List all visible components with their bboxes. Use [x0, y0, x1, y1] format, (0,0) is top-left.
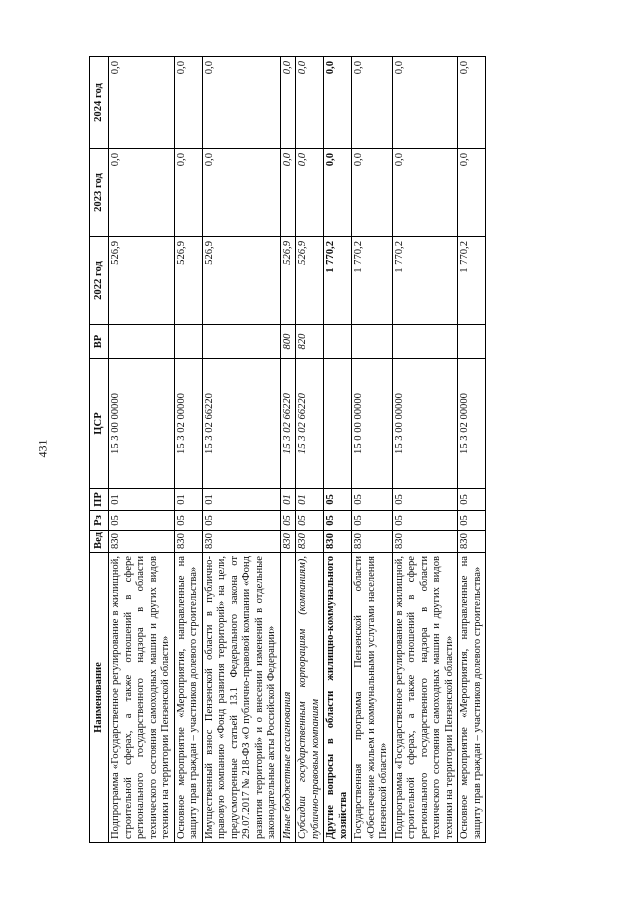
- cell-2022: 1 770,2: [352, 237, 393, 325]
- cell-rz: 05: [458, 511, 486, 531]
- cell-name: Основное мероприятие «Мероприятия, направленные на защиту прав граждан – участников долевого строительства»: [174, 553, 202, 843]
- table-row: [392, 57, 458, 843]
- cell-2022: 526,9: [174, 237, 202, 325]
- cell-2023: 0,0: [458, 149, 486, 237]
- cell-pr: 01: [109, 489, 175, 511]
- header-csr: ЦСР: [90, 359, 109, 489]
- header-2023: 2023 год: [90, 149, 109, 237]
- cell-name: Субсидии государственным корпорациям (компаниям), публично-правовым компаниям: [296, 553, 324, 843]
- cell-rz: 05: [174, 511, 202, 531]
- cell-2024: 0,0: [109, 57, 175, 149]
- cell-vr: [458, 325, 486, 359]
- cell-rz: 05: [202, 511, 280, 531]
- cell-2023: 0,0: [324, 149, 352, 237]
- cell-rz: 05: [324, 511, 352, 531]
- cell-name: Подпрограмма «Государственное регулирование в жилищной, строительной сферах, а также отношений в сфере регионального государственного надзора в области технического состояния самоходных машин и других видов техники на территории Пензенской области»: [392, 553, 458, 843]
- table-row: [174, 57, 202, 843]
- cell-vr: 820: [296, 325, 324, 359]
- cell-pr: 05: [352, 489, 393, 511]
- cell-2024: 0,0: [324, 57, 352, 149]
- page-number: 431: [35, 439, 50, 458]
- cell-name: Имущественный взнос Пензенской области в публично-правовую компанию «Фонд развития территорий» на цели, предусмотренные статьей 13.1 Федерального закона от 29.07.2017 № 218-ФЗ «О публично-правовой компании «Фонд развития территорий» и о внесении изменений в отдельные законодательные акты Российской Федерации»: [202, 553, 280, 843]
- cell-2022: 1 770,2: [324, 237, 352, 325]
- cell-pr: 01: [174, 489, 202, 511]
- cell-2023: 0,0: [174, 149, 202, 237]
- cell-ved: 830: [352, 531, 393, 553]
- cell-csr: 15 3 02 00000: [458, 359, 486, 489]
- cell-vr: [324, 325, 352, 359]
- table-row: [109, 57, 175, 843]
- cell-rz: 05: [109, 511, 175, 531]
- cell-2022: 1 770,2: [458, 237, 486, 325]
- table-row: [296, 57, 324, 843]
- cell-2023: 0,0: [109, 149, 175, 237]
- table-row: [202, 57, 280, 843]
- header-row: [90, 57, 109, 843]
- cell-ved: 830: [458, 531, 486, 553]
- cell-2024: 0,0: [202, 57, 280, 149]
- cell-csr: 15 3 02 66220: [280, 359, 296, 489]
- budget-table-container: [89, 57, 585, 843]
- cell-ved: 830: [202, 531, 280, 553]
- cell-vr: 800: [280, 325, 296, 359]
- table-row: [352, 57, 393, 843]
- cell-vr: [174, 325, 202, 359]
- cell-csr: 15 3 02 00000: [174, 359, 202, 489]
- cell-ved: 830: [296, 531, 324, 553]
- cell-csr: 15 3 02 66220: [296, 359, 324, 489]
- header-rz: Рз: [90, 511, 109, 531]
- header-name: Наименование: [90, 553, 109, 843]
- cell-csr: 15 3 00 00000: [109, 359, 175, 489]
- cell-csr: 15 3 00 00000: [392, 359, 458, 489]
- cell-2023: 0,0: [392, 149, 458, 237]
- cell-rz: 05: [280, 511, 296, 531]
- cell-name: Другие вопросы в области жилищно-коммунального хозяйства: [324, 553, 352, 843]
- cell-rz: 05: [296, 511, 324, 531]
- cell-2024: 0,0: [352, 57, 393, 149]
- cell-csr: [324, 359, 352, 489]
- header-ved: Вед: [90, 531, 109, 553]
- table-row: [324, 57, 352, 843]
- cell-rz: 05: [392, 511, 458, 531]
- budget-table: [89, 56, 486, 843]
- cell-vr: [392, 325, 458, 359]
- cell-vr: [202, 325, 280, 359]
- cell-2023: 0,0: [352, 149, 393, 237]
- table-row: [280, 57, 296, 843]
- cell-2022: 526,9: [280, 237, 296, 325]
- cell-rz: 05: [352, 511, 393, 531]
- cell-name: Иные бюджетные ассигнования: [280, 553, 296, 843]
- cell-ved: 830: [392, 531, 458, 553]
- cell-ved: 830: [174, 531, 202, 553]
- cell-ved: 830: [324, 531, 352, 553]
- cell-vr: [109, 325, 175, 359]
- header-2024: 2024 год: [90, 57, 109, 149]
- header-pr: ПР: [90, 489, 109, 511]
- cell-pr: 05: [324, 489, 352, 511]
- cell-2024: 0,0: [458, 57, 486, 149]
- cell-vr: [352, 325, 393, 359]
- cell-2024: 0,0: [392, 57, 458, 149]
- cell-2022: 526,9: [202, 237, 280, 325]
- cell-2023: 0,0: [296, 149, 324, 237]
- cell-name: Основное мероприятие «Мероприятия, направленные на защиту прав граждан – участников долевого строительства»: [458, 553, 486, 843]
- cell-pr: 01: [202, 489, 280, 511]
- cell-pr: 01: [280, 489, 296, 511]
- cell-ved: 830: [109, 531, 175, 553]
- cell-name: Подпрограмма «Государственное регулирование в жилищной, строительной сферах, а также отношений в сфере регионального государственного надзора в области технического состояния самоходных машин и других видов техники на территории Пензенской области»: [109, 553, 175, 843]
- cell-csr: 15 0 00 00000: [352, 359, 393, 489]
- header-2022: 2022 год: [90, 237, 109, 325]
- cell-2023: 0,0: [280, 149, 296, 237]
- cell-2022: 526,9: [296, 237, 324, 325]
- cell-pr: 05: [392, 489, 458, 511]
- cell-2023: 0,0: [202, 149, 280, 237]
- cell-pr: 01: [296, 489, 324, 511]
- header-vr: ВР: [90, 325, 109, 359]
- cell-2024: 0,0: [280, 57, 296, 149]
- cell-pr: 05: [458, 489, 486, 511]
- cell-2024: 0,0: [296, 57, 324, 149]
- cell-2022: 1 770,2: [392, 237, 458, 325]
- table-body: [109, 57, 486, 843]
- table-row: [458, 57, 486, 843]
- cell-csr: 15 3 02 66220: [202, 359, 280, 489]
- cell-2024: 0,0: [174, 57, 202, 149]
- cell-ved: 830: [280, 531, 296, 553]
- cell-name: Государственная программа Пензенской области «Обеспечение жильем и коммунальными услугами населения Пензенской области»: [352, 553, 393, 843]
- cell-2022: 526,9: [109, 237, 175, 325]
